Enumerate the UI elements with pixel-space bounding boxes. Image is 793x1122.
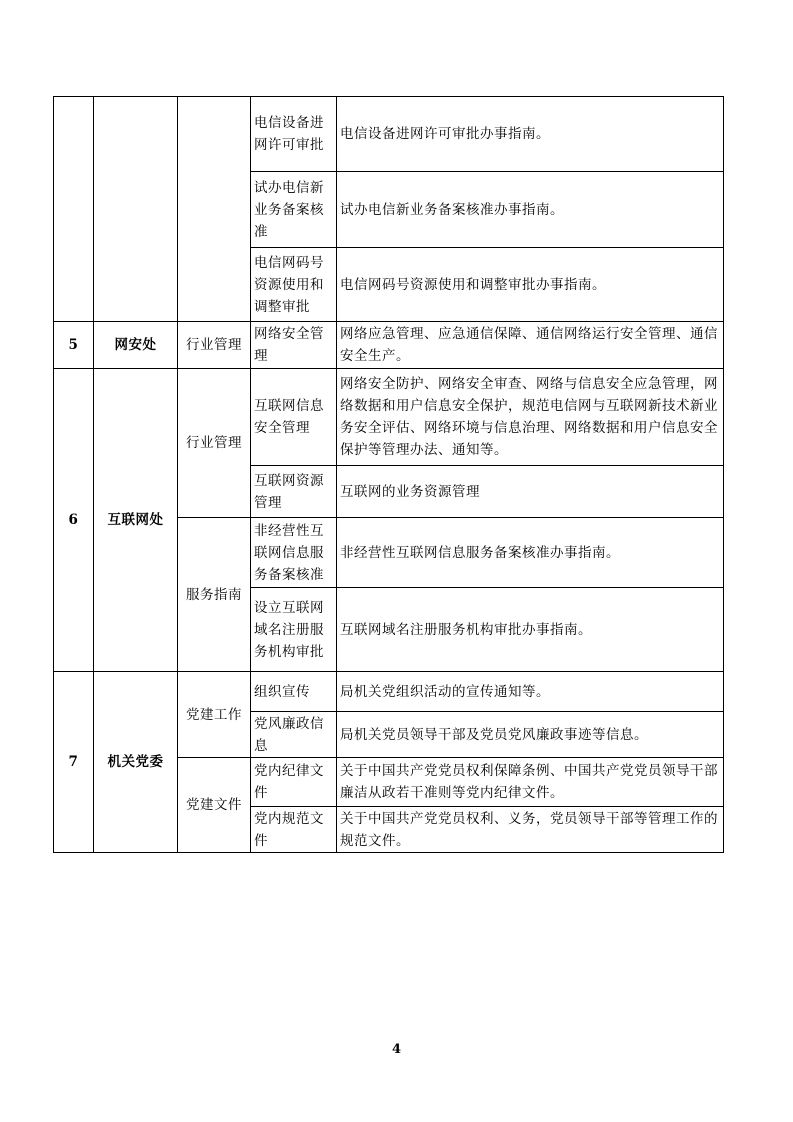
item-name: 试办电信新业务备案核准: [251, 172, 337, 248]
item-description: 试办电信新业务备案核准办事指南。: [337, 172, 724, 248]
item-description: 局机关党员领导干部及党员党风廉政事迹等信息。: [337, 712, 724, 758]
item-description: 电信设备进网许可审批办事指南。: [337, 97, 724, 172]
table-row: [54, 322, 724, 369]
table-row: [54, 672, 724, 712]
item-description: 电信网码号资源使用和调整审批办事指南。: [337, 248, 724, 322]
item-description: 互联网的业务资源管理: [337, 466, 724, 518]
table-row: [54, 97, 724, 172]
page-number: 4: [391, 1042, 402, 1057]
item-name: 电信设备进网许可审批: [251, 97, 337, 172]
item-name: 党内纪律文件: [251, 758, 337, 807]
category: 行业管理: [178, 322, 251, 369]
item-name: 互联网信息安全管理: [251, 369, 337, 466]
category: [178, 97, 251, 322]
catalog-table: [53, 96, 724, 853]
item-description: 关于中国共产党党员权利保障条例、中国共产党党员领导干部廉洁从政若干准则等党内纪律文件。: [337, 758, 724, 807]
item-description: 网络应急管理、应急通信保障、通信网络运行安全管理、通信安全生产。: [337, 322, 724, 369]
item-description: 非经营性互联网信息服务备案核准办事指南。: [337, 518, 724, 588]
category: 党建文件: [178, 758, 251, 853]
item-name: 设立互联网域名注册服务机构审批: [251, 588, 337, 672]
item-description: 局机关党组织活动的宣传通知等。: [337, 672, 724, 712]
row-number: 5: [54, 322, 94, 369]
department: 互联网处: [94, 369, 178, 672]
item-name: 组织宣传: [251, 672, 337, 712]
item-name: 党风廉政信息: [251, 712, 337, 758]
item-description: 关于中国共产党党员权利、义务，党员领导干部等管理工作的规范文件。: [337, 807, 724, 853]
row-number: 7: [54, 672, 94, 853]
department: 机关党委: [94, 672, 178, 853]
category: 行业管理: [178, 369, 251, 518]
row-number: 6: [54, 369, 94, 672]
item-name: 非经营性互联网信息服务备案核准: [251, 518, 337, 588]
item-description: 互联网域名注册服务机构审批办事指南。: [337, 588, 724, 672]
item-description: 网络安全防护、网络安全审查、网络与信息安全应急管理，网络数据和用户信息安全保护，规范电信网与互联网新技术新业务安全评估、网络环境与信息治理、网络数据和用户信息安全保护等管理办法、通知等。: [337, 369, 724, 466]
item-name: 电信网码号资源使用和调整审批: [251, 248, 337, 322]
department: 网安处: [94, 322, 178, 369]
row-number: [54, 97, 94, 322]
category: 党建工作: [178, 672, 251, 758]
item-name: 网络安全管理: [251, 322, 337, 369]
category: 服务指南: [178, 518, 251, 672]
department: [94, 97, 178, 322]
table-row: [54, 369, 724, 466]
item-name: 互联网资源管理: [251, 466, 337, 518]
item-name: 党内规范文件: [251, 807, 337, 853]
